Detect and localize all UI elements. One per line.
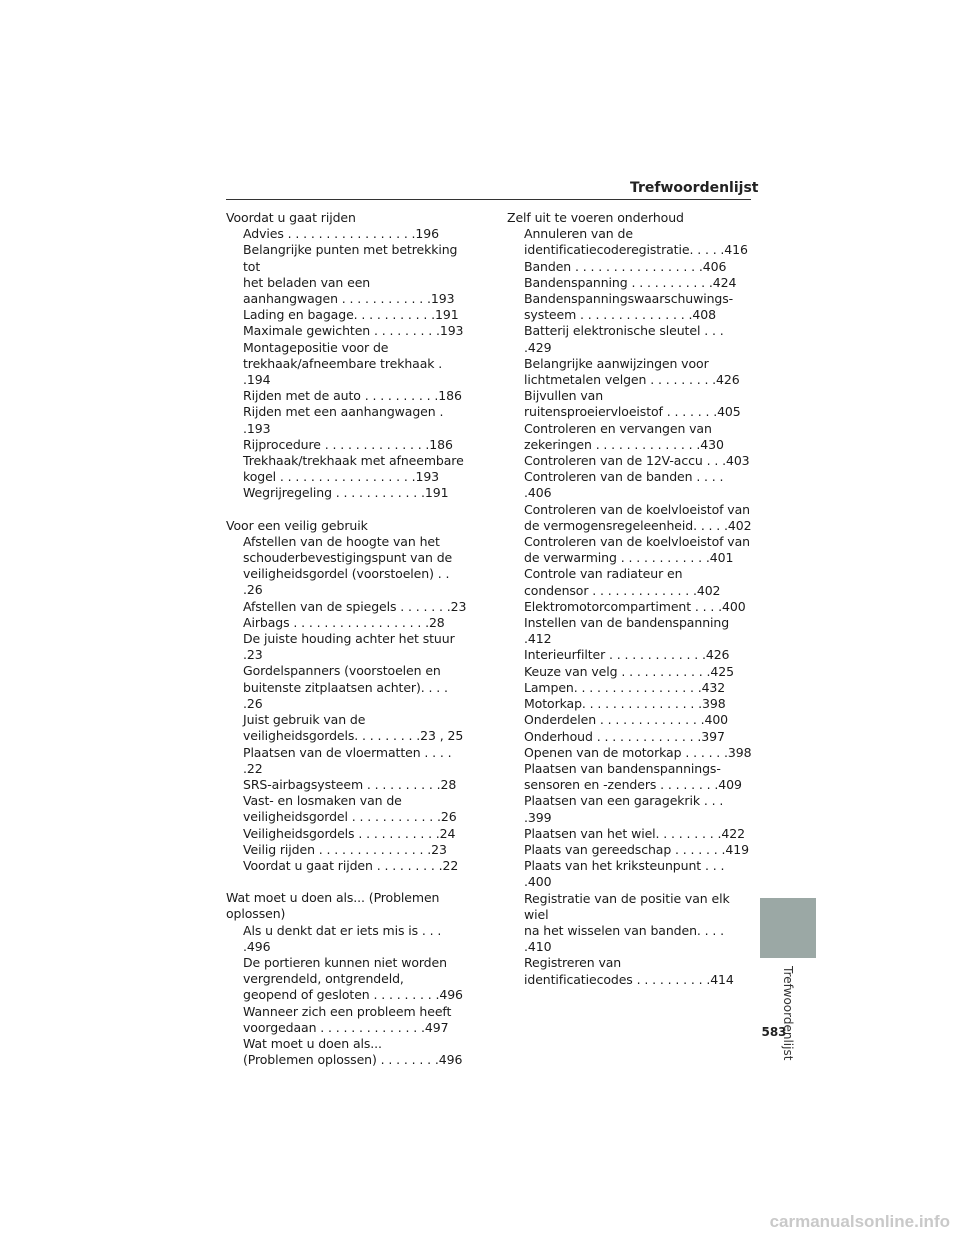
index-entry[interactable]: Registreren van identificatiecodes . . . . . . . . . .414 [524,955,734,987]
index-entry[interactable]: Motorkap. . . . . . . . . . . . . . . .398 [524,696,726,712]
page-header-title: Trefwoordenlijst [630,180,759,196]
index-entry[interactable]: Bijvullen van ruitensproeiervloeistof . . . . . . .405 [524,388,741,420]
index-entry[interactable]: Bandenspanning . . . . . . . . . . .424 [524,274,737,290]
index-entry[interactable]: Controleren van de banden . . . . .406 [524,469,724,501]
index-entry[interactable]: Rijprocedure . . . . . . . . . . . . . .186 [243,436,453,452]
index-entry[interactable]: Controle van radiateur en condensor . . . . . . . . . . . . . .402 [524,566,721,598]
index-entry[interactable]: Gordelspanners (voorstoelen en buitenste zitplaatsen achter). . . . .26 [243,663,448,711]
index-group [226,890,471,1068]
index-entry[interactable]: Plaatsen van de vloermatten . . . . .22 [243,744,452,776]
index-entry[interactable]: Belangrijke punten met betrekking tot het beladen van een aanhangwagen . . . . . . . . . . . .193 [243,242,458,307]
index-group [507,210,752,988]
index-entry[interactable]: Elektromotorcompartiment . . . .400 [524,598,746,614]
index-entry[interactable]: Juist gebruik van de veiligheidsgordels. . . . . . . . .23 , 25 [243,712,464,744]
index-heading: Wat moet u doen als... (Problemen oplossen) [226,890,440,922]
index-column-right [507,210,752,1004]
index-entry[interactable]: Maximale gewichten . . . . . . . . .193 [243,323,464,339]
index-entry[interactable]: Interieurfilter . . . . . . . . . . . . .426 [524,647,730,663]
index-entry[interactable]: Banden . . . . . . . . . . . . . . . . .406 [524,258,727,274]
index-entry[interactable]: Instellen van de bandenspanning .412 [524,615,730,647]
header-divider [226,199,751,200]
index-entry[interactable]: Airbags . . . . . . . . . . . . . . . . . .28 [243,614,445,630]
index-entry[interactable]: Bandenspanningswaarschuwings- systeem . . . . . . . . . . . . . . .408 [524,291,734,323]
index-entry[interactable]: SRS-airbagsysteem . . . . . . . . . .28 [243,776,457,792]
index-entry[interactable]: Rijden met een aanhangwagen . .193 [243,404,444,436]
index-entry[interactable]: Keuze van velg . . . . . . . . . . . .425 [524,663,734,679]
index-column-left [226,210,471,1084]
index-entry[interactable]: Controleren en vervangen van zekeringen . . . . . . . . . . . . . .430 [524,420,724,452]
index-entry[interactable]: Afstellen van de spiegels . . . . . . .23 [243,598,467,614]
index-entry[interactable]: Controleren van de koelvloeistof van de verwarming . . . . . . . . . . . .401 [524,534,750,566]
index-entry[interactable]: Montagepositie voor de trekhaak/afneembare trekhaak . .194 [243,339,443,388]
index-entry[interactable]: Veilig rijden . . . . . . . . . . . . . . .23 [243,841,447,857]
index-entry[interactable]: Plaats van gereedschap . . . . . . .419 [524,841,749,857]
index-entry[interactable]: Plaats van het kriksteunpunt . . . .400 [524,858,725,890]
index-entry[interactable]: Veiligheidsgordels . . . . . . . . . . .24 [243,825,456,841]
index-entry[interactable]: Advies . . . . . . . . . . . . . . . . .196 [243,226,439,242]
index-group [226,518,471,874]
index-entry[interactable]: Als u denkt dat er iets mis is . . . .496 [243,922,442,954]
index-entry[interactable]: Batterij elektronische sleutel . . . .429 [524,323,724,355]
index-entry[interactable]: Belangrijke aanwijzingen voor lichtmetalen velgen . . . . . . . . .426 [524,355,740,388]
page-number: 583 [761,1025,787,1039]
index-entry[interactable]: Wat moet u doen als... (Problemen oplossen) . . . . . . . .496 [243,1035,463,1068]
index-entry[interactable]: Lampen. . . . . . . . . . . . . . . . .432 [524,679,726,695]
index-entry[interactable]: Voordat u gaat rijden . . . . . . . . .22 [243,857,459,873]
section-tab-label: Trefwoordenlijst [781,965,795,1060]
index-entry[interactable]: Openen van de motorkap . . . . . .398 [524,744,752,760]
index-entry[interactable]: Afstellen van de hoogte van het schouderbevestigingspunt van de veiligheidsgordel (voorstoelen) . . .26 [243,533,453,598]
index-entry[interactable]: Wanneer zich een probleem heeft voorgedaan . . . . . . . . . . . . . .497 [243,1003,452,1035]
index-entry[interactable]: Onderdelen . . . . . . . . . . . . . .400 [524,712,729,728]
index-heading: Zelf uit te voeren onderhoud [507,210,684,225]
index-entry[interactable]: Plaatsen van het wiel. . . . . . . . .422 [524,825,745,841]
index-entry[interactable]: Wegrijregeling . . . . . . . . . . . .191 [243,485,449,501]
index-entry[interactable]: Trekhaak/trekhaak met afneembare kogel . . . . . . . . . . . . . . . . . .193 [243,453,464,485]
index-entry[interactable]: Onderhoud . . . . . . . . . . . . . .397 [524,728,725,744]
index-entry[interactable]: Lading en bagage. . . . . . . . . . .191 [243,307,459,323]
index-entry[interactable]: Controleren van de koelvloeistof van de vermogensregeleenheid. . . . .402 [524,501,752,533]
index-entry[interactable]: Plaatsen van een garagekrik . . . .399 [524,793,724,825]
index-entry[interactable]: Plaatsen van bandenspannings- sensoren en -zenders . . . . . . . .409 [524,760,742,793]
index-heading: Voordat u gaat rijden [226,210,356,225]
index-entry[interactable]: Registratie van de positie van elk wiel na het wisselen van banden. . . . .410 [524,890,730,955]
index-entry[interactable]: Rijden met de auto . . . . . . . . . .186 [243,388,462,404]
section-tab [760,898,816,958]
index-entry[interactable]: De juiste houding achter het stuur .23 [243,631,455,663]
watermark: carmanualsonline.info [769,1212,950,1231]
index-group [226,210,471,502]
index-entry[interactable]: Vast- en losmaken van de veiligheidsgordel . . . . . . . . . . . .26 [243,793,457,825]
index-entry[interactable]: Controleren van de 12V-accu . . .403 [524,453,750,469]
index-entry[interactable]: Annuleren van de identificatiecoderegistratie. . . . .416 [524,226,748,258]
index-heading: Voor een veilig gebruik [226,517,368,533]
index-entry[interactable]: De portieren kunnen niet worden vergrendeld, ontgrendeld, geopend of gesloten . . . . . . . . .496 [243,954,463,1003]
